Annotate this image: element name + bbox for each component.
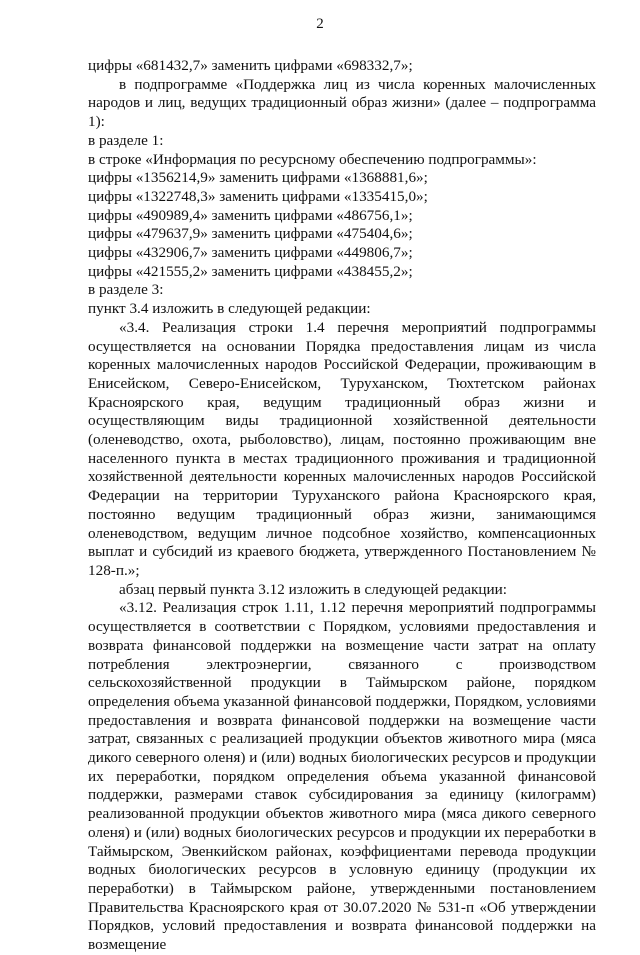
paragraph: цифры «479637,9» заменить цифрами «475404,6»; [88,225,413,243]
paragraph: «3.12. Реализация строк 1.11, 1.12 перечня мероприятий подпрограммы осуществляется в соответствии с Порядком, условиями предоставления и возврата финансовой поддержки на возмещение части затрат на оплату потребления электроэнергии, связанного с производством сельскохозяйственной продукции в Таймырском районе, порядком определения объема указанной финансовой поддержки, Порядком, условиями предоставления и возврата финансовой поддержки на возмещение части затрат, связанных с реализацией продукции объектов животного мира (мяса дикого северного оленя) и (или) водных биологических ресурсов и продукции их переработки, порядком определения объема указанной финансовой поддержки, размерами ставок субсидирования за единицу (килограмм) реализованной продукции объектов животного мира (мяса дикого северного оленя) и (или) водных биологических ресурсов и продукции их переработки в Таймырском, Эвенкийском районах, коэффициентами перевода продукции водных биологических ресурсов в условную единицу (продукции их переработки) в Таймырском районе, утвержденными постановлением Правительства Красноярского края от 30.07.2020 № 531-п «Об утверждении Порядков, условий предоставления и возврата финансовой поддержки на возмещение [88,599,596,954]
paragraph: в подпрограмме «Поддержка лиц из числа коренных малочисленных народов и лиц, ведущих традиционный образ жизни» (далее – подпрограмма 1): [88,75,596,131]
paragraph: цифры «432906,7» заменить цифрами «449806,7»; [88,244,413,262]
paragraph: в строке «Информация по ресурсному обеспечению подпрограммы»: [88,150,537,168]
paragraph: «3.4. Реализация строки 1.4 перечня мероприятий подпрограммы осуществляется на основании Порядка предоставления лицам из числа коренных малочисленных народов Российской Федерации, проживающим в Енисейском, Северо-Енисейском, Туруханском, Тюхтетском районах Красноярского края, ведущим традиционный образ жизни и осуществляющим виды традиционной хозяйственной деятельности (оленеводство, охота, рыболовство), лицам, постоянно проживающим вне населенного пункта в местах традиционного проживания и традиционной хозяйственной деятельности коренных малочисленных народов Российской Федерации на территории Туруханского района Красноярского края, постоянно ведущим традиционный образ жизни, занимающимся оленеводством, ведущим личное подсобное хозяйство, компенсационных выплат и субсидий из краевого бюджета, утвержденного Постановлением № 128-п.»; [88,318,596,579]
paragraph: цифры «421555,2» заменить цифрами «438455,2»; [88,262,413,280]
paragraph: в разделе 1: [88,131,164,149]
paragraph: абзац первый пункта 3.12 изложить в следующей редакции: [119,580,507,598]
page-number: 2 [316,16,324,32]
paragraph: цифры «1356214,9» заменить цифрами «1368881,6»; [88,169,428,187]
paragraph: цифры «490989,4» заменить цифрами «486756,1»; [88,206,413,224]
paragraph: пункт 3.4 изложить в следующей редакции: [88,300,371,318]
paragraph: цифры «681432,7» заменить цифрами «698332,7»; [88,57,413,74]
document-body [88,57,596,955]
paragraph: цифры «1322748,3» заменить цифрами «1335415,0»; [88,187,428,205]
paragraph: в разделе 3: [88,281,164,299]
